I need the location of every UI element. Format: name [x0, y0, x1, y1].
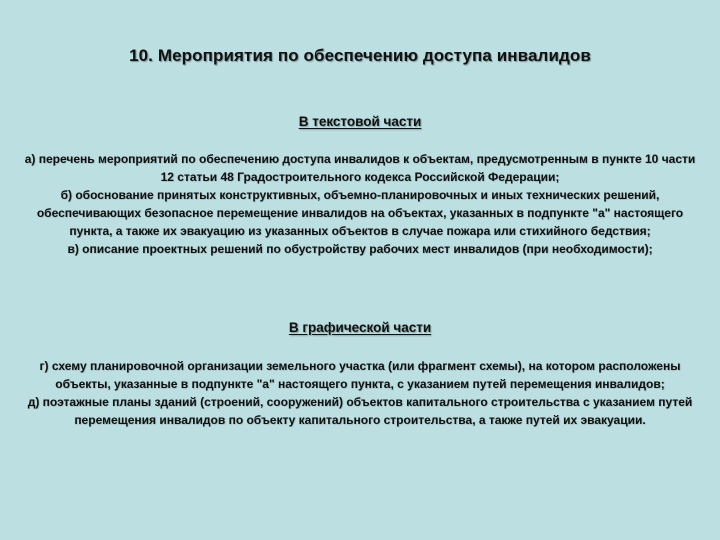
graphic-part-list [18, 357, 702, 429]
text-part-list [18, 150, 702, 258]
graphic-part-item-e: д) поэтажные планы зданий (строений, сооружений) объектов капитального строительства с указанием путей перемещения инвалидов по объекту капитального строительства, а также путей их эвакуации. [27, 395, 693, 427]
graphic-part-item-d: г) схему планировочной организации земельного участка (или фрагмент схемы), на котором расположены объекты, указанные в подпункте "а" настоящего пункта, с указанием путей перемещения инвалидов; [39, 359, 681, 391]
text-part-item-b: б) обоснование принятых конструктивных, объемно-планировочных и иных технических решений, обеспечивающих безопасное перемещение инвалидов на объектах, указанных в подпункте "а" настоящего пункта, а также их эвакуацию из указанных объектов в случае пожара или стихийного бедствия; [36, 188, 684, 238]
section-heading-graphic-part-label: В графической части [288, 320, 432, 335]
slide-title: 10. Мероприятия по обеспечению доступа инвалидов [129, 46, 591, 65]
section-heading-graphic-part [0, 320, 720, 335]
text-part-item-c: в) описание проектных решений по обустройству рабочих мест инвалидов (при необходимости); [67, 242, 653, 256]
section-heading-text-part-label: В текстовой части [298, 114, 422, 129]
text-part-item-a: а) перечень мероприятий по обеспечению доступа инвалидов к объектам, предусмотренным в пункте 10 части 12 статьи 48 Градостроительного кодекса Российской Федерации; [24, 152, 696, 184]
section-heading-text-part [0, 114, 720, 129]
